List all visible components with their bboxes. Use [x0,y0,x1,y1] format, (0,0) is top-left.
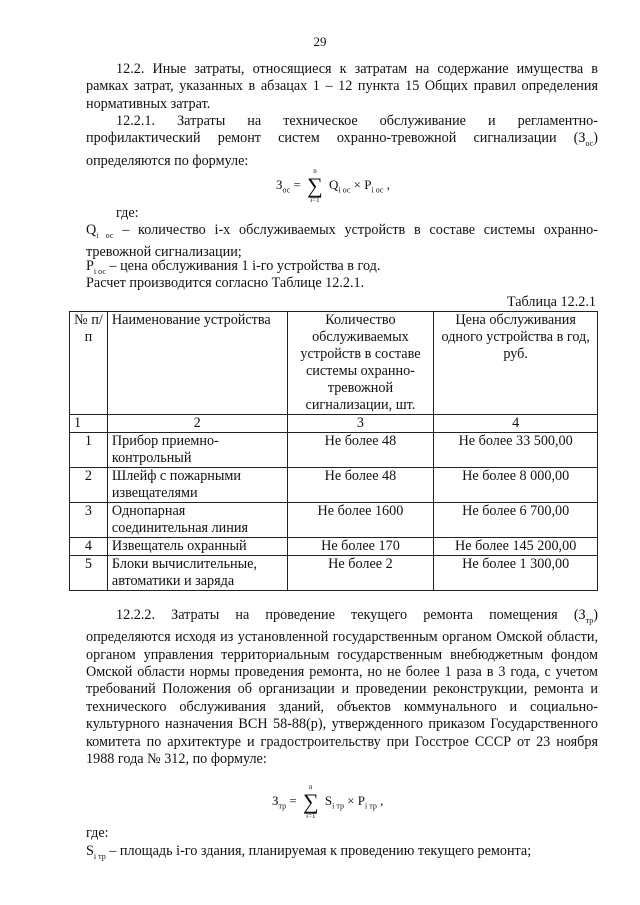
where-label-1: где: [116,205,139,221]
table-header-row [70,312,598,415]
sum-sign: ∑ n i=1 [307,167,323,205]
devices-table [69,311,598,591]
table-index-row: 1 2 3 4 [70,415,598,433]
header-quantity: Количество обслуживаемых устройств в составе системы охранно-тревожной сигнализации, шт. [287,312,434,415]
paragraph-12-2-1: 12.2.1. Затраты на техническое обслуживание и регламентно-профилактический ремонт систем охранно-тревожной сигнализации $(З_{ос})$ определяются по формуле: [86,113,598,169]
calculation-note: Расчет производится согласно Таблице 12.2.1. [86,275,365,291]
sum-sign: ∑ n i=1 [302,783,319,821]
definition-p: $P_{i ос}$ – цена обслуживания 1 i-го устройства в год. [86,258,381,276]
table-row: 4 Извещатель охранный Не более 170 Не более 145 200,00 [70,538,598,556]
header-price: Цена обслуживания одного устройства в год, руб. [434,312,598,415]
paragraph-12-2-1-text: 12.2.1. Затраты на техническое обслуживание и регламентно-профилактический ремонт систем охранно-тревожной сигнализации (З [86,113,598,147]
paragraph-12-2-2-text: 12.2.2. Затраты на проведение текущего ремонта помещения (З [116,607,586,623]
table-row: 5 Блоки вычислительные, автоматики и заряда Не более 2 Не более 1 300,00 [70,556,598,591]
table-row: 1 Прибор приемно-контрольный Не более 48 Не более 33 500,00 [70,433,598,468]
table-caption: Таблица 12.2.1 [506,294,596,310]
header-device-name: Наименование устройства [107,312,287,415]
table-row: 2 Шлейф с пожарными извещателями Не более 48 Не более 8 000,00 [70,468,598,503]
paragraph-12-2-text: 12.2. Иные затраты, относящиеся к затратам на содержание имущества в рамках затрат, указанных в абзацах 1 – 12 пункта 15 Общих правил определения нормативных затрат. [86,61,598,112]
paragraph-12-2-2: 12.2.2. Затраты на проведение текущего ремонта помещения $(З_{тр})$ определяются исходя из установленной государственным органом Омской области, органом управления территориальным государственным внебюджетным фондом Омской области нормы проведения ремонта, но не более 1 раза в 3 года, с учетом требований Положения об организации и проведении реконструкции, ремонта и технического обслуживания зданий, объектов коммунального и социально-культурного назначения ВСН 58-88(р), утвержденного приказом Государственного комитета по архитектуре и градостроительству при Госстрое СССР от 23 ноября 1988 года № 312, по формуле: [86,607,598,768]
page-number: 29 [313,34,327,49]
where-label-2: где: [86,825,109,841]
formula-maintenance: $З_{ос}$ = ∑ n i=1 $Q_{i ос} \times P_{i ос}$ , [276,167,390,205]
paragraph-12-2 [86,61,598,113]
table-row: 3 Однопарная соединительная линия Не более 1600 Не более 6 700,00 [70,503,598,538]
formula-repair: $З_{тр}$ = ∑ n i=1 $S_{i тр} \times P_{i тр}$ , [272,783,384,821]
header-number: № п/п [70,312,108,415]
definition-s: $S_{i тр}$ – площадь i-го здания, планируемая к проведению текущего ремонта; [86,843,532,861]
definition-q: $Q_{i ос}$ – количество i-х обслуживаемых устройств в составе системы охранно-тревожной сигнализации; [86,222,598,261]
